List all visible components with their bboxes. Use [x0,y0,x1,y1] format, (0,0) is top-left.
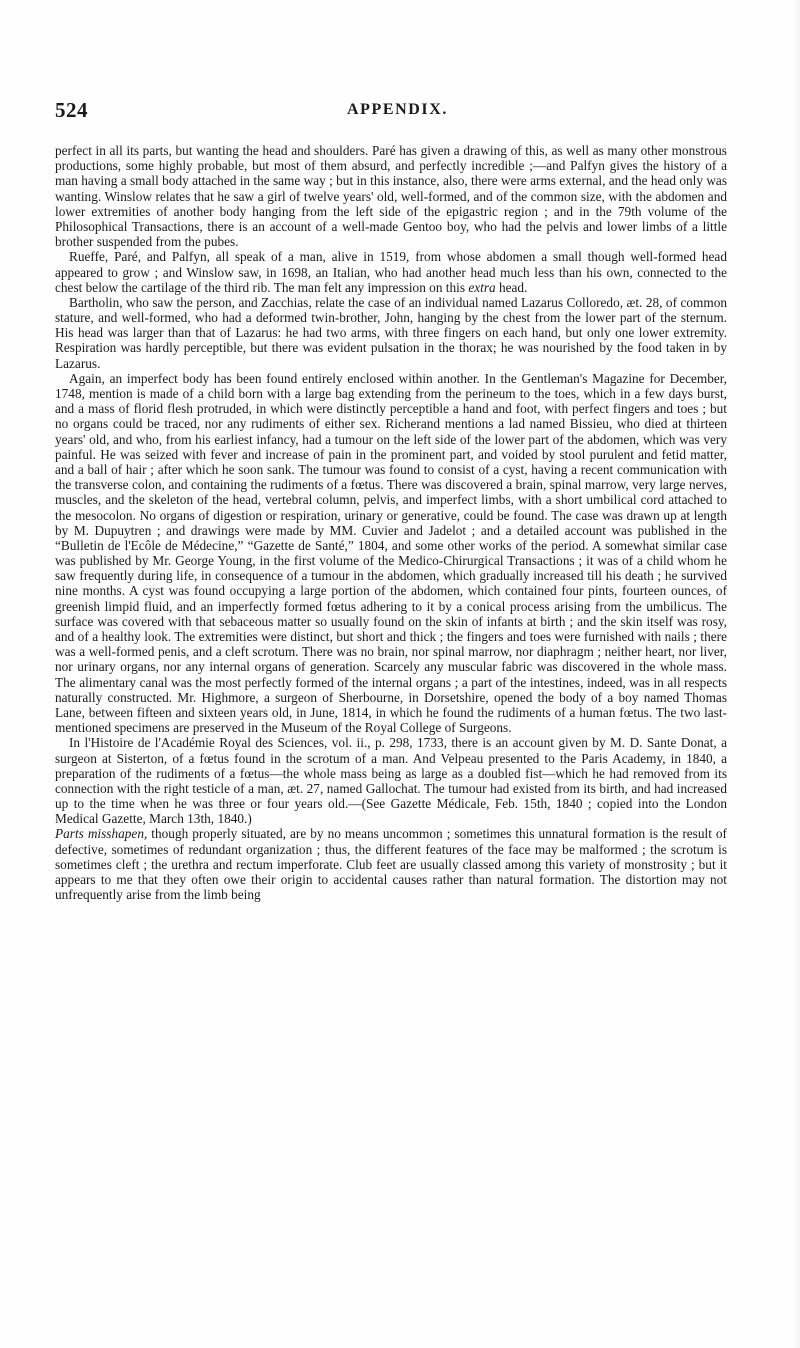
paragraph-6 [55,826,727,902]
paragraph-4 [55,371,727,736]
paragraph-1-text: perfect in all its parts, but wanting the head and shoulders. Paré has given a drawing of this, as well as many other monstrous productions, some highly probable, but most of them absurd, and perfectly incredible ;—and Palfyn gives the history of a man having a small body attached in the same way ; but in this instance, also, there were arms external, and the head only was wanting. Winslow relates that he saw a girl of twelve years' old, well-formed, and of the common size, with the abdomen and lower extremities of another body hanging from the left side of the epigastric region ; and in the 79th volume of the Philosophical Transactions, there is an account of a well-made Gentoo boy, who had the pelvis and lower limbs of a little brother suspended from the pubes. [55,143,727,250]
paragraph-4-text: Again, an imperfect body has been found entirely enclosed within another. In the Gentleman's Magazine for December, 1748, mention is made of a child born with a large bag extending from the perineum to the toes, which in a few days burst, and a mass of florid flesh protruded, in which were distinctly perceptible a hand and foot, with perfect fingers and toes ; but no organs could be traced, nor any rudiments of either sex. Richerand mentions a lad named Bissieu, who died at thirteen years' old, and who, from his earliest infancy, had a tumour on the left side of the lower part of the abdomen, which was very painful. He was seized with fever and increase of pain in the prominent part, and voided by stool purulent and fetid matter, and a ball of hair ; after which he soon sank. The tumour was found to consist of a cyst, having a recent communication with the transverse colon, and containing the rudiments of a fœtus. There was discovered a brain, spinal marrow, very large nerves, muscles, and the skeleton of the head, vertebral column, pelvis, and imperfect limbs, with a short umbilical cord attached to the mesocolon. No organs of digestion or respiration, urinary or generative, could be found. The case was drawn up at length by M. Dupuytren ; and drawings were made by MM. Cuvier and Jadelot ; and a detailed account was published in the “Bulletin de l'Ecôle de Médecine,” “Gazette de Santé,” 1804, and some other works of the period. A somewhat similar case was published by Mr. George Young, in the first volume of the Medico-Chirurgical Transactions ; it was of a child whom he saw frequently during life, in consequence of a tumour in the abdomen, which gradually increased till his death ; he survived nine months. A cyst was found occupying a large portion of the abdomen, which contained four pints, fourteen ounces, of greenish limpid fluid, and an imperfectly formed fœtus adhering to it by a conical process arising from the umbilicus. The surface was covered with that sebaceous matter so usually found on the skin of infants at birth ; and the skin itself was rosy, and of a healthy look. The extremities were distinct, but short and thick ; the fingers and toes were furnished with nails ; there was a well-formed penis, and a cleft scrotum. There was no brain, nor spinal marrow, nor diaphragm ; neither heart, nor liver, nor urinary organs, nor any internal organs of generation. Scarcely any muscular fabric was discovered in the whole mass. The alimentary canal was the most perfectly formed of the internal organs ; a part of the intestines, indeed, was in all respects naturally constructed. Mr. Highmore, a surgeon of Sherbourne, in Dorsetshire, opened the body of a boy named Thomas Lane, between fifteen and sixteen years old, in June, 1814, in which he found the rudiments of a human fœtus. The two last-mentioned specimens are preserved in the Museum of the Royal College of Surgeons. [55,370,727,736]
paragraph-2 [55,249,727,295]
paragraph-3 [55,295,727,371]
paragraph-2-italic-extra: extra [468,279,496,295]
running-head: APPENDIX. [346,101,449,118]
body-text [55,143,727,902]
paragraph-1 [55,143,727,249]
paragraph-2-text-b: head. [495,279,528,295]
paragraph-5 [55,735,727,826]
page-number: 524 [55,98,88,122]
paragraph-2-text-a: Rueffe, Paré, and Palfyn, all speak of a man, alive in 1519, from whose abdomen a small though well-formed head appeared to grow ; and Winslow saw, in 1698, an Italian, who had another head much less than his own, connected to the chest below the cartilage of the third rib. The man felt any impression on this [55,249,727,295]
page-edge-shadow [792,0,800,1348]
paragraph-3-text: Bartholin, who saw the person, and Zacchias, relate the case of an individual named Lazarus Colloredo, æt. 28, of common stature, and well-formed, who had a deformed twin-brother, John, hanging by the chest from the lower part of the sternum. His head was larger than that of Lazarus: he had two arms, with three fingers on each hand, but only one lower extremity. Respiration was hardly perceptible, but there was evident pulsation in the thorax; he was nourished by the food taken in by Lazarus. [55,294,727,371]
paragraph-5-text: In l'Histoire de l'Académie Royal des Sciences, vol. ii., p. 298, 1733, there is an account given by M. D. Sante Donat, a surgeon at Sisterton, of a fœtus found in the scrotum of a man. And Velpeau presented to the Paris Academy, in 1840, a preparation of the rudiments of a fœtus—the whole mass being as large as a doubled fist—which he had removed from its connection with the right testicle of a man, æt. 27, named Gallochat. The tumour had existed from its birth, and had increased up to the time when he was three or four years old.—(See Gazette Médicale, Feb. 15th, 1840 ; copied into the London Medical Gazette, March 13th, 1840.) [55,735,727,827]
page-header [55,98,740,128]
paragraph-6-italic-lead: Parts misshapen, [55,826,148,842]
paragraph-6-text: though properly situated, are by no means uncommon ; sometimes this unnatural formation is the result of defective, sometimes of redundant organization ; thus, the different features of the face may be malformed ; the scrotum is sometimes cleft ; the urethra and rectum imperforate. Club feet are usually classed among this variety of monstrosity ; but it appears to me that they often owe their origin to accidental causes rather than natural formation. The distortion may not unfrequently arise from the limb being [55,826,727,903]
